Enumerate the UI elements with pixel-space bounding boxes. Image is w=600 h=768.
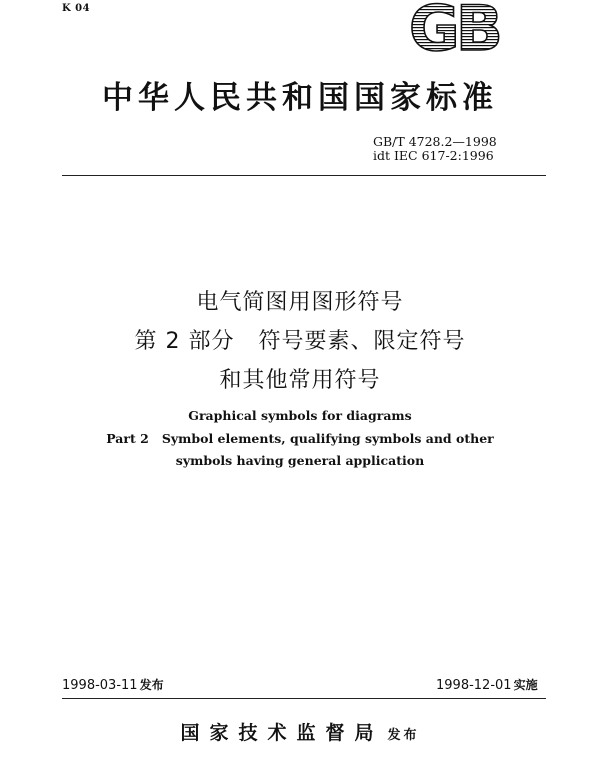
top-divider	[62, 175, 546, 176]
cn-title-line-2: 第 2 部分 符号要素、限定符号	[134, 329, 466, 354]
gb-logo-text: GB	[408, 0, 500, 54]
implementation-date-label: 实施	[513, 678, 538, 692]
standard-number: GB/T 4728.2—1998	[373, 134, 497, 149]
cn-title-line-3: 和其他常用符号	[219, 368, 381, 393]
standard-equivalent: idt IEC 617-2:1996	[373, 148, 494, 163]
cn-title-line-1: 电气简图用图形符号	[196, 290, 404, 315]
standard-number-block	[373, 135, 533, 163]
issue-date	[62, 676, 164, 693]
standard-heading: 中华人民共和国国家标准	[102, 80, 498, 116]
en-title-line-1: Graphical symbols for diagrams	[188, 408, 412, 423]
publisher-name: 国家技术监督局	[180, 722, 384, 744]
issue-date-label: 发布	[139, 678, 164, 692]
implementation-date	[436, 676, 538, 693]
publish-label: 发布	[387, 728, 420, 743]
implementation-date-value: 1998-12-01	[436, 678, 512, 693]
en-title-line-2: Part 2 Symbol elements, qualifying symbols and other	[106, 431, 494, 446]
en-title-line-3: symbols having general application	[175, 453, 425, 468]
classification-code: K 04	[62, 3, 91, 14]
bottom-divider	[62, 698, 546, 699]
issue-date-value: 1998-03-11	[62, 678, 138, 693]
gb-logo	[398, 0, 510, 54]
publisher	[0, 718, 600, 745]
